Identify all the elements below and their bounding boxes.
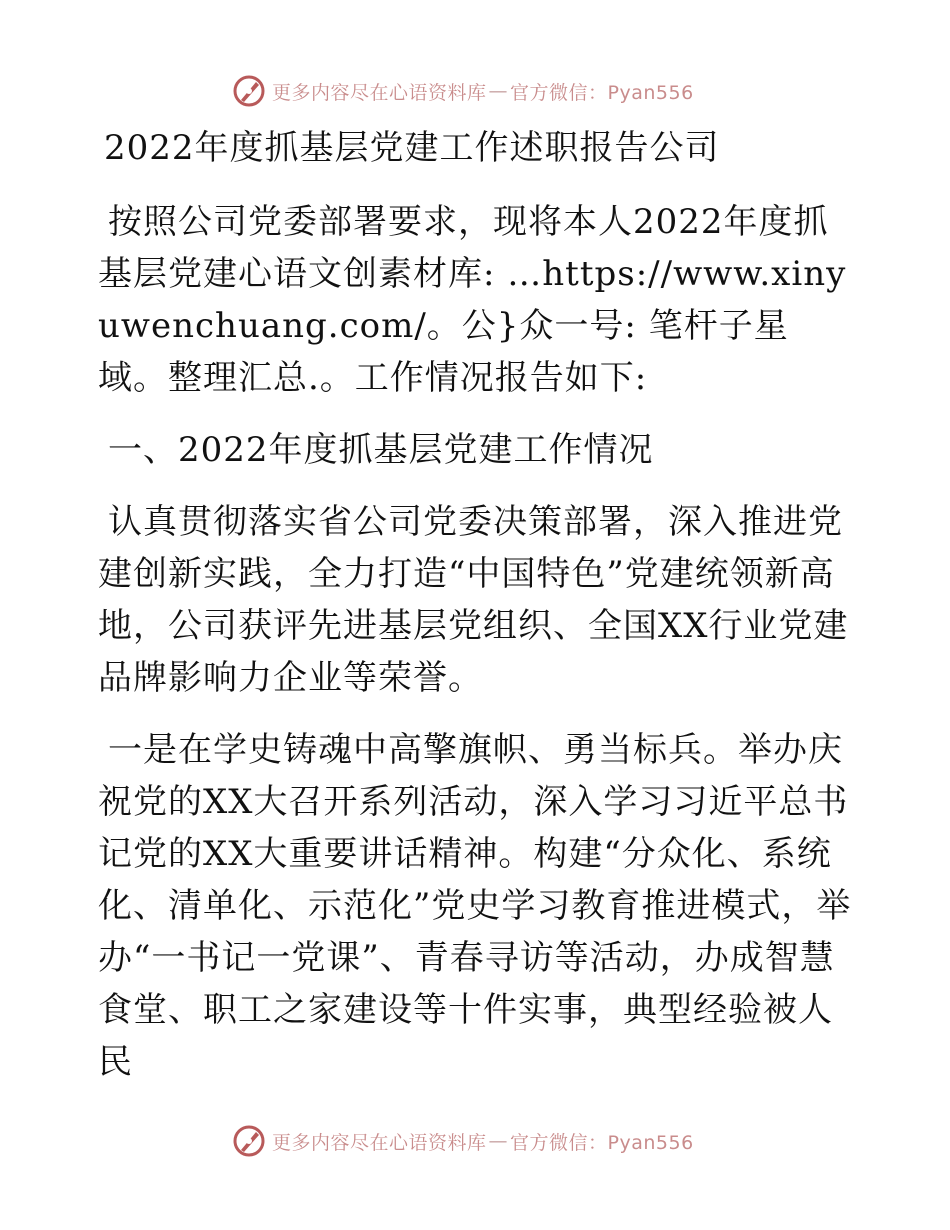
document-body (98, 122, 858, 1108)
paragraph-summary: 认真贯彻落实省公司党委决策部署，深入推进党建创新实践，全力打造“中国特色”党建统领新高地，公司获评先进基层党组织、全国XX行业党建品牌影响力企业等荣誉。 (98, 502, 849, 698)
paragraph-point-one: 一是在学史铸魂中高擎旗帜、勇当标兵。举办庆祝党的XX大召开系列活动，深入学习习近平总书记党的XX大重要讲话精神。构建“分众化、系统化、清单化、示范化”党史学习教育推进模式，举办“一书记一党课”、青春寻访等活动，办成智慧食堂、职工之家建设等十件实事，典型经验被人民 (98, 730, 852, 1082)
header-watermark (232, 74, 694, 108)
watermark-text: 更多内容尽在心语资料库 (272, 1131, 487, 1154)
footer-watermark (232, 1124, 694, 1158)
pen-logo-icon (232, 74, 266, 108)
watermark-contact: 官方微信：Pyan556 (510, 81, 694, 104)
watermark-contact: 官方微信：Pyan556 (510, 1131, 694, 1154)
paragraph-intro: 按照公司党委部署要求，现将本人2022年度抓基层党建心语文创素材库: …https://www.xinyuwenchuang.com/。公}众一号: 笔杆子星域。整理汇总.。工作情况报告如下: (98, 202, 847, 398)
document-title: 2022年度抓基层党建工作述职报告公司 (104, 128, 720, 168)
watermark-separator: — (488, 1130, 509, 1152)
pen-logo-icon (232, 1124, 266, 1158)
watermark-text: 更多内容尽在心语资料库 (272, 81, 487, 104)
section-heading: 一、2022年度抓基层党建工作情况 (108, 430, 654, 470)
watermark-separator: — (488, 80, 509, 102)
